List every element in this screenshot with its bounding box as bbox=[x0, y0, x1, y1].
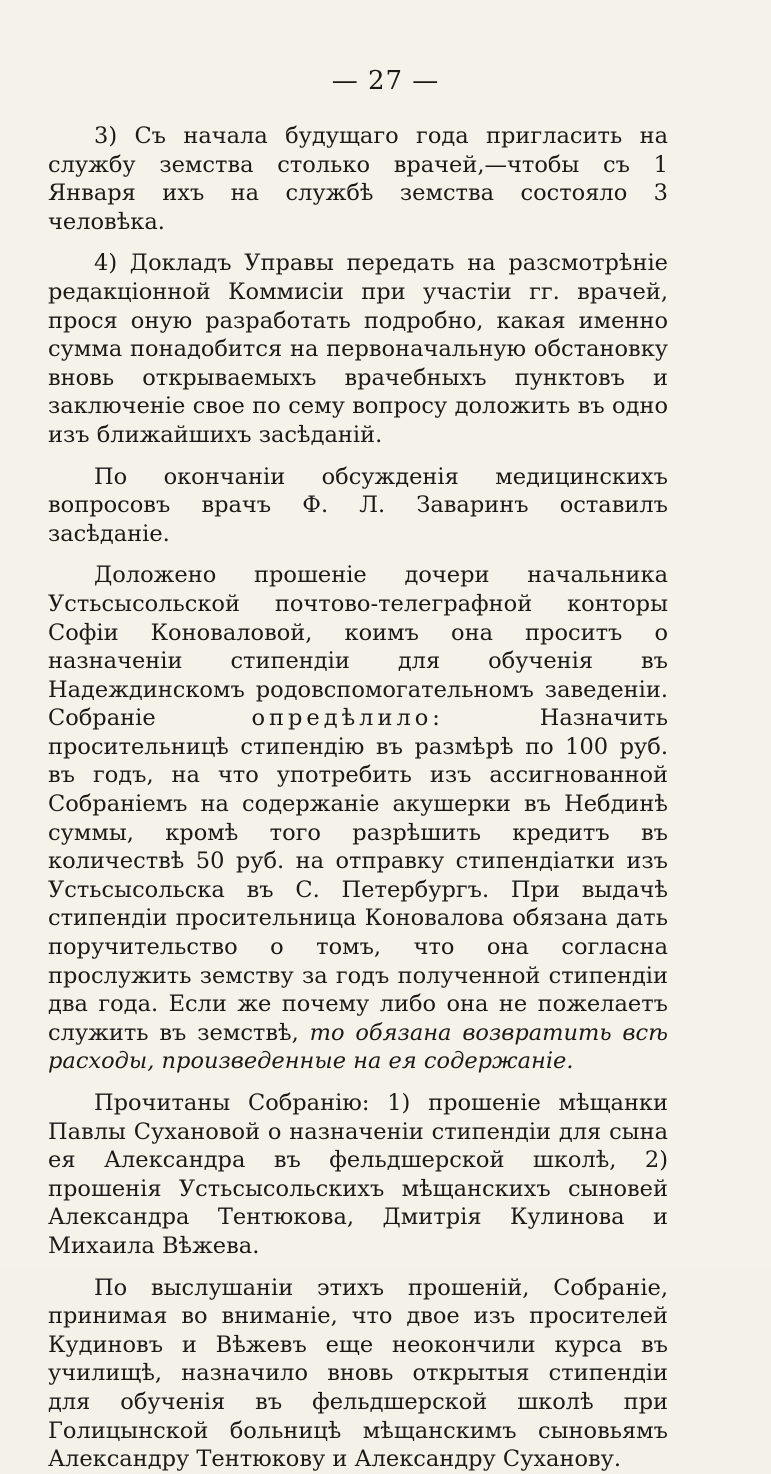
paragraph-decision: По выслушаніи этихъ прошеній, Собраніе, принимая во вниманіе, что двое изъ просителей Кудиновъ и Вѣжевъ еще неокончили курса въ училищѣ, назначило вновь открытыя стипендіи для обученія въ фельдшерской школѣ при Голицынской больницѣ мѣщанскимъ сыновьямъ Александру Тентюкову и Александру Суханову. bbox=[48, 1274, 668, 1473]
resolution-keyword: опредѣлило: bbox=[251, 705, 444, 732]
paragraph-read-petitions: Прочитаны Собранію: 1) прошеніе мѣщанки Павлы Сухановой о назначеніи стипендіи для сына ея Александра въ фельдшерской школѣ, 2) прошенія Устьсысольскихъ мѣщанскихъ сыновей Александра Тентюкова, Дмитрія Кулинова и Михаила Вѣжева. bbox=[48, 1090, 668, 1259]
paragraph-gap bbox=[48, 548, 668, 561]
paragraph-item-3: 3) Съ начала будущаго года пригласить на службу земства столько врачей,—чтобы съ 1 Января ихъ на службѣ земства состояло 3 человѣка. bbox=[48, 123, 668, 235]
paragraph-gap bbox=[48, 236, 668, 249]
paragraph-konovalova-petition bbox=[48, 561, 668, 1076]
paragraph-medical-questions: По окончаніи обсужденія медицинскихъ вопросовъ врачъ Ф. Л. Заваринъ оставилъ засѣданіе. bbox=[48, 463, 668, 547]
page-number: — 27 — bbox=[331, 66, 440, 96]
petition-italic-clause: то обязана возвратить всѣ расходы, произведенные на ея содержаніе. bbox=[48, 1019, 668, 1075]
petition-text-start: Доложено прошеніе дочери начальника Устьсысольской почтово-телеграфной конторы Софіи Коноваловой, коимъ она проситъ о назначеніи стипендіи для обученія въ Надеждинскомъ родовспомогательномъ заведеніи. Собраніе bbox=[48, 562, 668, 732]
page-text bbox=[48, 122, 668, 1474]
petition-text-middle: Назначить просительницѣ стипендію въ размѣрѣ по 100 руб. въ годъ, на что употребить изъ ассигнованной Собраніемъ на содержаніе акушерки въ Небдинѣ суммы, кромѣ того разрѣшить кредитъ въ количествѣ 50 руб. на отправку стипендіатки изъ Устьсысольска въ С. Петербургъ. При выдачѣ стипендіи просительница Коновалова обязана дать поручительство о томъ, что она согласна прослужить земству за годъ полученной стипендіи два года. Если же почему либо она не пожелаетъ служить въ земствѣ, bbox=[48, 705, 668, 1046]
paragraph-item-4: 4) Докладъ Управы передать на разсмотрѣніе редакціонной Коммисіи при участіи гг. врачей, прося оную разработать подробно, какая именно сумма понадобится на первоначальную обстановку вновь открываемыхъ врачебныхъ пунктовъ и заключеніе свое по сему вопросу доложить въ одно изъ ближайшихъ засѣданій. bbox=[48, 250, 668, 448]
paragraph-gap bbox=[48, 1261, 668, 1274]
paragraph-gap bbox=[48, 1076, 668, 1089]
paragraph-gap bbox=[48, 450, 668, 463]
